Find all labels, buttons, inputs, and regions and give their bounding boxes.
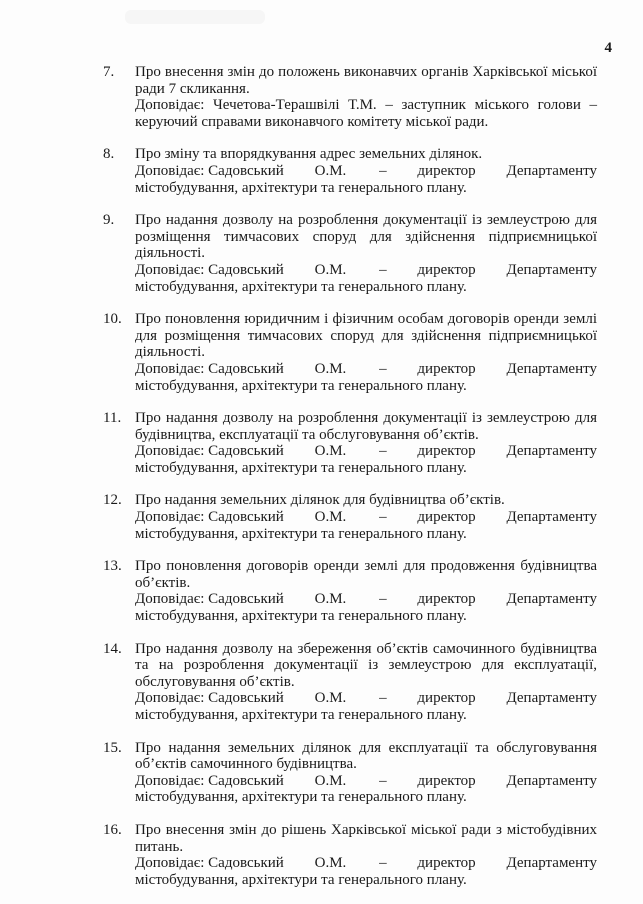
reporter-label: Доповідає: Садовський: [135, 360, 284, 377]
reporter-dash: –: [379, 261, 387, 278]
reporter-dash: –: [379, 855, 387, 872]
item-reporter: [135, 443, 597, 460]
item-title: Про зміну та впорядкування адрес земельних ділянок.: [135, 146, 483, 163]
reporter-initials: О.М.: [314, 690, 347, 707]
reporter-department-cont: містобудування, архітектури та генерального плану.: [135, 278, 467, 295]
item-reporter: [135, 855, 597, 872]
scan-smudge: [125, 10, 265, 24]
agenda-item: [0, 492, 643, 542]
reporter-initials: О.М.: [314, 162, 347, 179]
reporter-label: Доповідає: Садовський: [135, 509, 284, 526]
item-title: Про внесення змін до рішень Харківської міської ради з містобудівних питань.: [135, 821, 597, 855]
reporter-department: Департаменту: [506, 261, 597, 278]
agenda-item: [0, 311, 643, 394]
reporter-position: директор: [417, 591, 476, 608]
item-title: Про надання дозволу на розроблення документації із землеустрою для будівництва, експлуатації та обслуговування об’єктів.: [135, 410, 597, 443]
reporter-label: Доповідає: Садовський: [135, 772, 284, 789]
reporter-department-cont: містобудування, архітектури та генерального плану.: [135, 525, 467, 542]
agenda-item: [0, 212, 643, 295]
reporter-department-cont: містобудування, архітектури та генерального плану.: [135, 871, 467, 888]
item-reporter: [135, 361, 597, 378]
reporter-initials: О.М.: [314, 443, 347, 460]
item-reporter: [135, 163, 597, 180]
reporter-dash: –: [379, 360, 387, 377]
item-reporter: [135, 509, 597, 526]
reporter-dash: –: [379, 443, 387, 460]
reporter-department: Департаменту: [506, 772, 597, 789]
item-title: Про поновлення договорів оренди землі для продовження будівництва об’єктів.: [135, 558, 597, 591]
page-number: 4: [604, 40, 612, 56]
item-reporter: Доповідає: Чечетова-Терашвілі Т.М. – заступник міського голови – керуючий справами виконавчого комітету міської ради.: [135, 97, 597, 130]
reporter-initials: О.М.: [314, 772, 347, 789]
reporter-department: Департаменту: [506, 855, 597, 872]
reporter-dash: –: [379, 162, 387, 179]
reporter-initials: О.М.: [314, 591, 347, 608]
reporter-position: директор: [417, 261, 476, 278]
reporter-label: Доповідає: Садовський: [135, 261, 284, 278]
item-title: Про надання дозволу на збереження об’єктів самочинного будівництва та на розроблення документації із землеустрою для експлуатації, обслуговування об’єктів.: [135, 640, 597, 690]
agenda-item: [0, 558, 643, 624]
reporter-department-cont: містобудування, архітектури та генерального плану.: [135, 459, 467, 476]
item-number: 15.: [103, 739, 122, 756]
agenda-list: [0, 64, 643, 904]
reporter-label: Доповідає: Садовський: [135, 443, 284, 460]
reporter-initials: О.М.: [314, 509, 347, 526]
item-reporter: [135, 690, 597, 707]
reporter-label: Доповідає: Садовський: [135, 690, 284, 707]
reporter-initials: О.М.: [314, 360, 347, 377]
agenda-item: [0, 410, 643, 476]
item-title: Про надання земельних ділянок для будівництва об’єктів.: [135, 492, 505, 509]
item-title: Про надання дозволу на розроблення документації із землеустрою для розміщення тимчасових споруд для здійснення підприємницької діяльності.: [135, 212, 597, 262]
item-number: 16.: [103, 821, 122, 838]
agenda-item: [0, 146, 643, 196]
reporter-department: Департаменту: [506, 443, 597, 460]
reporter-department: Департаменту: [506, 360, 597, 377]
reporter-label: Доповідає: Садовський: [135, 591, 284, 608]
reporter-position: директор: [417, 360, 476, 377]
reporter-label: Доповідає: Садовський: [135, 855, 284, 872]
reporter-label: Доповідає: Садовський: [135, 162, 284, 179]
reporter-dash: –: [379, 509, 387, 526]
item-number: 8.: [103, 146, 115, 163]
reporter-position: директор: [417, 772, 476, 789]
item-title: Про поновлення юридичним і фізичним особам договорів оренди землі для розміщення тимчасових споруд для здійснення підприємницької діяльності.: [135, 311, 597, 361]
reporter-position: директор: [417, 443, 476, 460]
reporter-initials: О.М.: [314, 261, 347, 278]
item-title: Про внесення змін до положень виконавчих органів Харківської міської ради 7 скликання.: [135, 64, 597, 97]
reporter-position: директор: [417, 162, 476, 179]
reporter-department-cont: містобудування, архітектури та генерального плану.: [135, 707, 467, 723]
reporter-department: Департаменту: [506, 509, 597, 526]
item-reporter: [135, 773, 597, 790]
reporter-position: директор: [417, 855, 476, 872]
agenda-item: [0, 641, 643, 724]
agenda-item: [0, 822, 643, 888]
item-number: 9.: [103, 212, 115, 229]
reporter-department-cont: містобудування, архітектури та генерального плану.: [135, 789, 467, 806]
item-title: Про надання земельних ділянок для експлуатації та обслуговування об’єктів самочинного будівництва.: [135, 739, 597, 773]
reporter-department: Департаменту: [506, 591, 597, 608]
item-number: 12.: [103, 492, 122, 509]
reporter-department-cont: містобудування, архітектури та генерального плану.: [135, 377, 467, 394]
reporter-position: директор: [417, 509, 476, 526]
reporter-department: Департаменту: [506, 690, 597, 707]
agenda-item: [0, 740, 643, 806]
reporter-initials: О.М.: [314, 855, 347, 872]
item-number: 10.: [103, 311, 122, 328]
reporter-department-cont: містобудування, архітектури та генерального плану.: [135, 179, 467, 196]
item-number: 14.: [103, 640, 122, 657]
reporter-dash: –: [379, 690, 387, 707]
reporter-dash: –: [379, 591, 387, 608]
item-number: 7.: [103, 64, 115, 80]
reporter-dash: –: [379, 772, 387, 789]
item-number: 11.: [103, 410, 122, 427]
item-reporter: [135, 591, 597, 608]
agenda-item: [0, 64, 643, 130]
reporter-department-cont: містобудування, архітектури та генерального плану.: [135, 608, 467, 625]
item-number: 13.: [103, 558, 122, 575]
reporter-department: Департаменту: [506, 162, 597, 179]
reporter-position: директор: [417, 690, 476, 707]
item-reporter: [135, 262, 597, 279]
